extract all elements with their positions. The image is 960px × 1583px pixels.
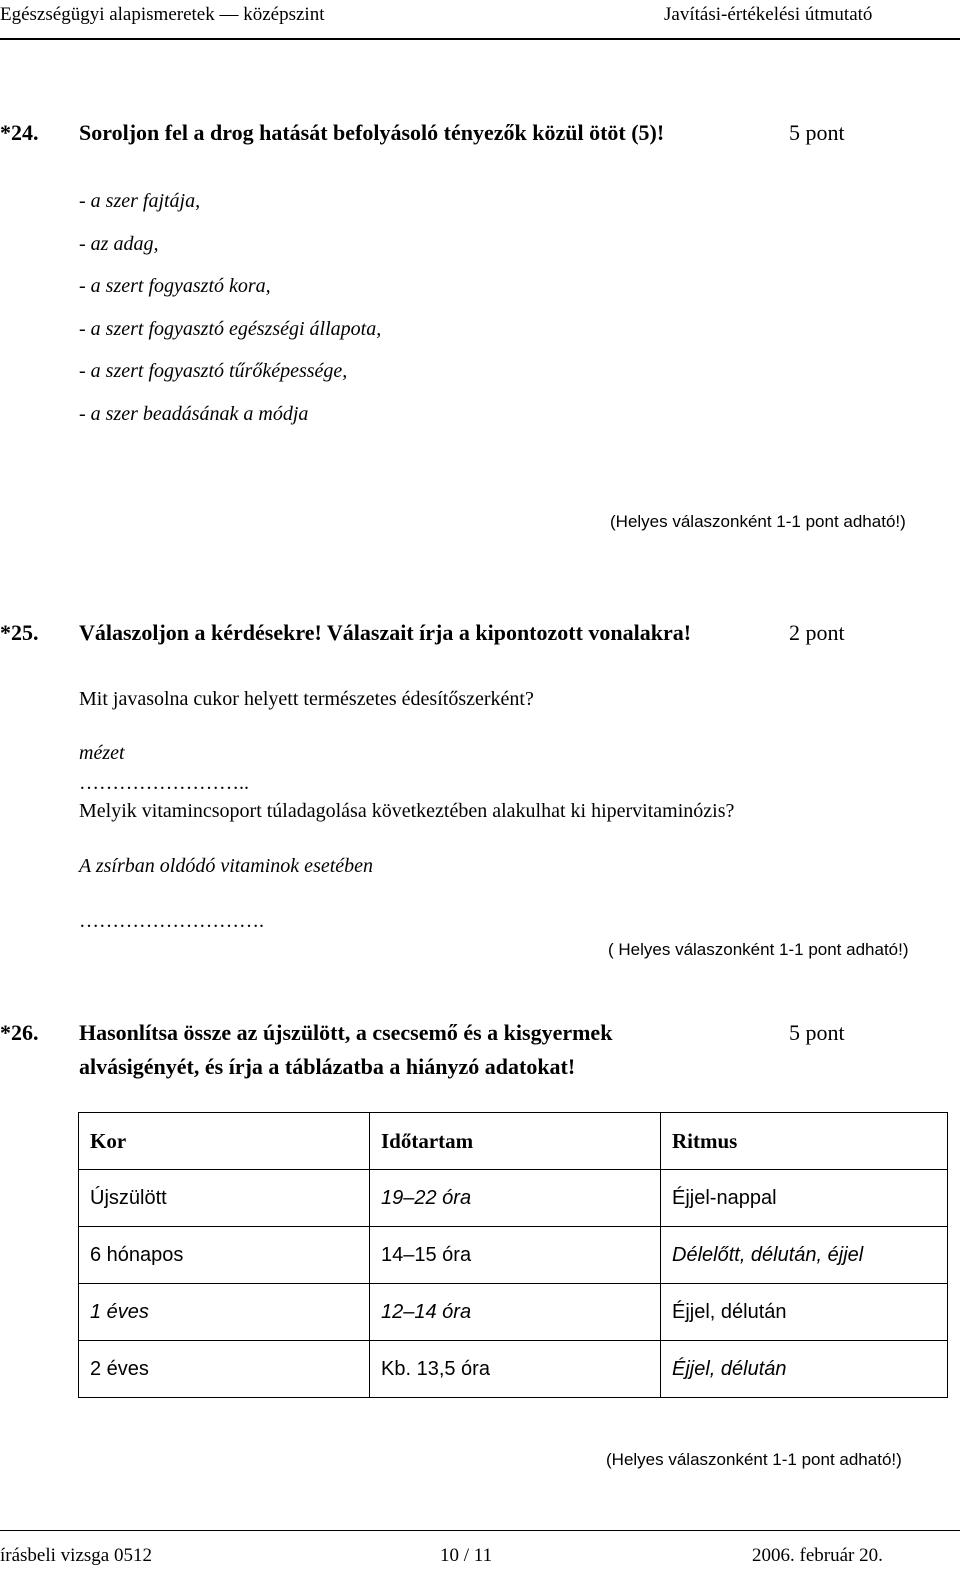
table-cell: 2 éves bbox=[79, 1341, 370, 1398]
q26-title-line-2: alvásigényét, és írja a táblázatba a hiányzó adatokat! bbox=[79, 1054, 576, 1079]
table-row bbox=[79, 1227, 948, 1284]
sleep-needs-table bbox=[78, 1112, 948, 1398]
footer-date: 2006. február 20. bbox=[752, 1545, 883, 1566]
table-cell: Éjjel, délután bbox=[661, 1284, 948, 1341]
footer-page-number: 10 / 11 bbox=[440, 1545, 493, 1566]
q25-points: 2 pont bbox=[789, 620, 845, 645]
table-cell: 12–14 óra bbox=[370, 1284, 661, 1341]
q26-number: *26. bbox=[0, 1020, 39, 1045]
table-row bbox=[79, 1170, 948, 1227]
header-rule bbox=[0, 38, 960, 40]
q25-dots-1: …………………….. bbox=[79, 772, 249, 794]
header-right: Javítási-értékelési útmutató bbox=[664, 4, 873, 25]
header-left: Egészségügyi alapismeretek — középszint bbox=[0, 4, 325, 25]
list-item: - a szer fajtája, bbox=[79, 190, 201, 212]
q24-scoring-note: (Helyes válaszonként 1-1 pont adható!) bbox=[610, 512, 906, 531]
list-item: - a szert fogyasztó tűrőképessége, bbox=[79, 360, 348, 382]
q25-answer-1: mézet bbox=[79, 742, 125, 764]
column-header-rhythm: Ritmus bbox=[661, 1113, 948, 1170]
table-cell: Éjjel-nappal bbox=[661, 1170, 948, 1227]
table-cell: Éjjel, délután bbox=[661, 1341, 948, 1398]
q25-question-2: Melyik vitamincsoport túladagolása következtében alakulhat ki hipervitaminózis? bbox=[79, 800, 735, 822]
table-cell: Kb. 13,5 óra bbox=[370, 1341, 661, 1398]
footer-rule bbox=[0, 1530, 960, 1531]
q24-answer-list bbox=[79, 186, 381, 441]
column-header-age: Kor bbox=[79, 1113, 370, 1170]
table-cell: 14–15 óra bbox=[370, 1227, 661, 1284]
table-cell: 1 éves bbox=[79, 1284, 370, 1341]
q26-points: 5 pont bbox=[789, 1020, 845, 1045]
list-item: - a szer beadásának a módja bbox=[79, 402, 309, 425]
list-item: - a szert fogyasztó kora, bbox=[79, 275, 271, 297]
q25-dots-2: ………………………. bbox=[79, 910, 264, 932]
footer-left: írásbeli vizsga 0512 bbox=[0, 1545, 152, 1566]
table-row bbox=[79, 1284, 948, 1341]
q24-title: Soroljon fel a drog hatását befolyásoló tényezők közül ötöt (5)! bbox=[79, 120, 665, 145]
q25-scoring-note: ( Helyes válaszonként 1-1 pont adható!) bbox=[608, 940, 909, 959]
table-cell: Délelőtt, délután, éjjel bbox=[661, 1227, 948, 1284]
table-cell: Újszülött bbox=[79, 1170, 370, 1227]
table-cell: 19–22 óra bbox=[370, 1170, 661, 1227]
q25-question-1: Mit javasolna cukor helyett természetes édesítőszerként? bbox=[79, 688, 534, 710]
list-item: - a szert fogyasztó egészségi állapota, bbox=[79, 317, 382, 340]
q26-scoring-note: (Helyes válaszonként 1-1 pont adható!) bbox=[606, 1450, 902, 1469]
column-header-duration: Időtartam bbox=[370, 1113, 661, 1170]
q24-number: *24. bbox=[0, 120, 39, 145]
q25-answer-2: A zsírban oldódó vitaminok esetében bbox=[79, 855, 374, 877]
list-item: - az adag, bbox=[79, 232, 159, 255]
table-row bbox=[79, 1341, 948, 1398]
table-header-row bbox=[79, 1113, 948, 1170]
q25-number: *25. bbox=[0, 620, 39, 645]
table-cell: 6 hónapos bbox=[79, 1227, 370, 1284]
q24-points: 5 pont bbox=[789, 120, 845, 145]
q26-title-line-1: Hasonlítsa össze az újszülött, a csecsemő és a kisgyermek bbox=[79, 1020, 613, 1045]
q25-title: Válaszoljon a kérdésekre! Válaszait írja a kipontozott vonalakra! bbox=[79, 620, 692, 645]
